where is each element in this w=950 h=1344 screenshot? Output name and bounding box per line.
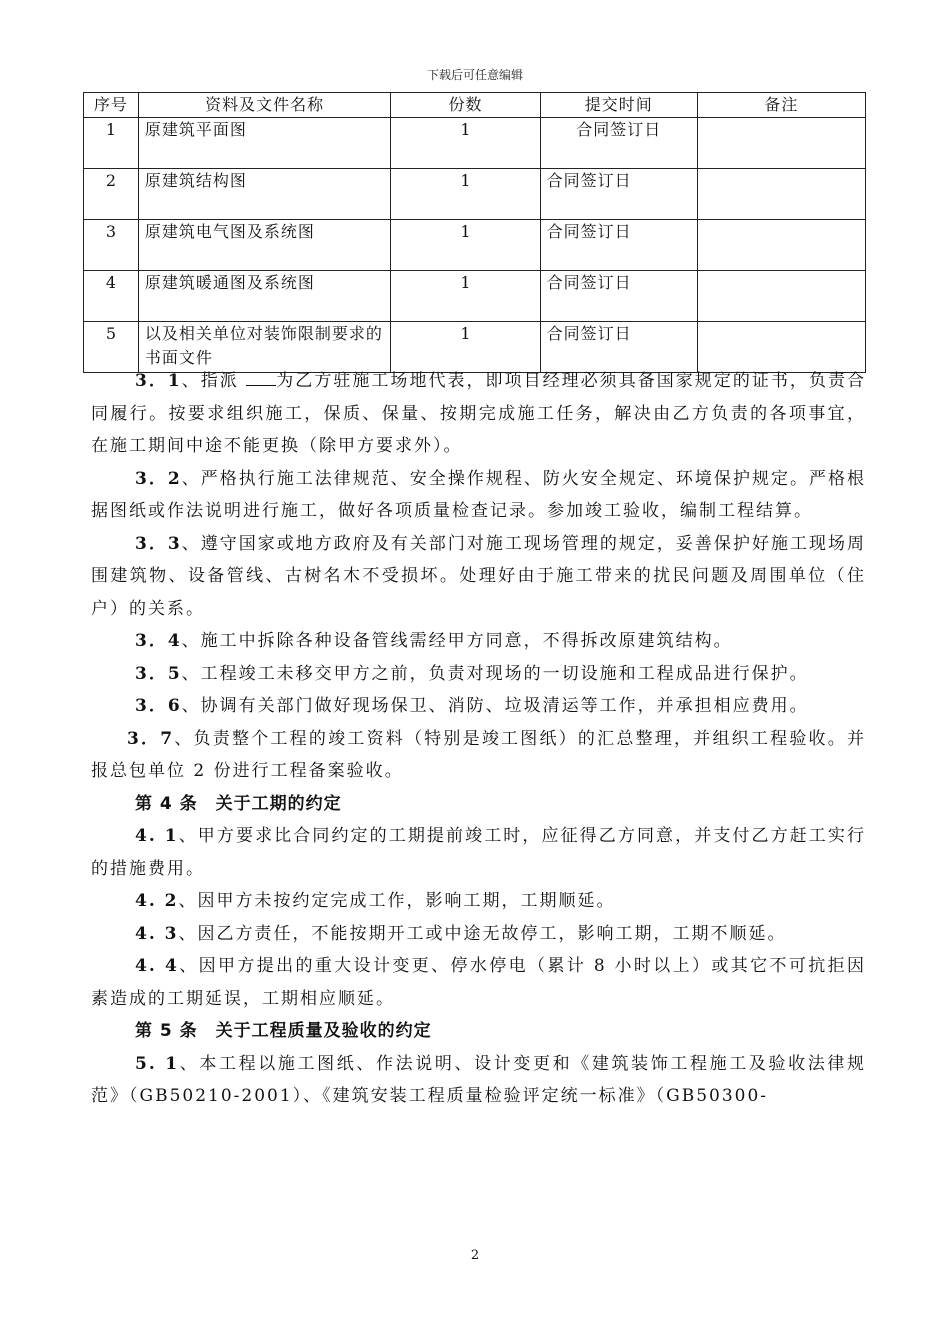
table-row — [84, 220, 866, 271]
clause-text: 、指派 — [181, 371, 247, 391]
paragraph-3-3 — [91, 528, 866, 626]
cell-name: 原建筑暖通图及系统图 — [138, 271, 391, 322]
paragraph-3-4 — [91, 625, 866, 658]
clause-number: 4. 4 — [135, 956, 179, 976]
cell-time: 合同签订日 — [540, 322, 697, 373]
clause-number: 3．3 — [135, 533, 182, 554]
clause-number: 3．2 — [135, 468, 182, 489]
cell-copies: 1 — [391, 220, 540, 271]
cell-name: 原建筑平面图 — [138, 118, 391, 169]
paragraph-3-2 — [91, 463, 866, 528]
column-header-no: 序号 — [84, 93, 139, 118]
cell-note — [697, 169, 865, 220]
cell-name: 原建筑电气图及系统图 — [138, 220, 391, 271]
clause-text: 、施工中拆除各种设备管线需经甲方同意，不得拆改原建筑结构。 — [181, 631, 733, 651]
cell-copies: 1 — [391, 322, 540, 373]
page-header: 下载后可任意编辑 — [426, 68, 523, 82]
clause-text: 、本工程以施工图纸、作法说明、设计变更和《建筑装饰工程施工及验收法律规范》（GB50210-2001）、《建筑安装工程质量检验评定统一标准》（GB50300- — [91, 1053, 866, 1106]
documents-table — [83, 92, 866, 373]
cell-time: 合同签订日 — [540, 169, 697, 220]
paragraph-4-3 — [91, 918, 866, 951]
clause-number: 4. 2 — [135, 891, 179, 911]
cell-no: 3 — [84, 220, 139, 271]
paragraph-3-6 — [91, 690, 866, 723]
clause-text: 、甲方要求比合同约定的工期提前竣工时，应征得乙方同意，并支付乙方赶工实行的措施费用。 — [91, 826, 866, 879]
cell-time: 合同签订日 — [540, 271, 697, 322]
paragraph-4-1 — [91, 820, 866, 885]
column-header-name: 资料及文件名称 — [138, 93, 391, 118]
cell-copies: 1 — [391, 169, 540, 220]
clause-number: 3．5 — [135, 663, 182, 684]
paragraph-5-1 — [91, 1048, 866, 1113]
paragraph-3-5 — [91, 658, 866, 691]
paragraph-3-7 — [91, 723, 866, 788]
paragraph-3-1 — [91, 365, 866, 463]
cell-no: 4 — [84, 271, 139, 322]
paragraph-4-2 — [91, 885, 866, 918]
clause-text: 为乙方驻施工场地代表，即项目经理必须具备国家规定的证书，负责合同履行。按要求组织施工，保质、保量、按期完成施工任务，解决由乙方负责的各项事宜，在施工期间中途不能更换（除甲方要求外）。 — [91, 371, 867, 456]
clause-text: 、负责整个工程的竣工资料（特别是竣工图纸）的汇总整理，并组织工程验收。并报总包单位 2 份进行工程备案验收。 — [91, 728, 866, 781]
clause-number: 3．4 — [135, 631, 182, 651]
clause-text: 、遵守国家或地方政府及有关部门对施工现场管理的规定，妥善保护好施工现场周围建筑物、设备管线、古树名木不受损坏。处理好由于施工带来的扰民问题及周围单位（住户）的关系。 — [91, 533, 866, 619]
section-heading-4: 第 4 条 关于工期的约定 — [135, 793, 342, 814]
table-row — [84, 169, 866, 220]
clause-number: 3．6 — [135, 696, 182, 716]
cell-no: 2 — [84, 169, 139, 220]
cell-note — [697, 271, 865, 322]
cell-time: 合同签订日 — [540, 118, 697, 169]
clause-text: 、因乙方责任，不能按期开工或中途无故停工，影响工期，工期不顺延。 — [178, 923, 787, 944]
paragraph-4-4 — [91, 950, 866, 1015]
cell-name: 以及相关单位对装饰限制要求的书面文件 — [138, 322, 391, 373]
cell-no: 1 — [84, 118, 139, 169]
clause-text: 、因甲方提出的重大设计变更、停水停电（累计 8 小时以上）或其它不可抗拒因素造成的工期延误，工期相应顺延。 — [91, 956, 866, 1009]
document-body — [91, 365, 866, 1113]
section-heading-5: 第 5 条 关于工程质量及验收的约定 — [135, 1021, 432, 1041]
cell-copies: 1 — [391, 271, 540, 322]
blank-line — [246, 367, 276, 386]
cell-note — [697, 118, 865, 169]
clause-text: 、协调有关部门做好现场保卫、消防、垃圾清运等工作，并承担相应费用。 — [181, 696, 809, 716]
cell-no: 5 — [84, 322, 139, 373]
clause-number: 4. 3 — [135, 923, 179, 944]
table-header-row — [84, 93, 866, 118]
cell-time: 合同签订日 — [540, 220, 697, 271]
page-number: 2 — [470, 1248, 480, 1263]
column-header-note: 备注 — [697, 93, 865, 118]
clause-text: 、因甲方未按约定完成工作，影响工期，工期顺延。 — [178, 891, 616, 911]
clause-number: 3．7 — [127, 728, 175, 749]
column-header-time: 提交时间 — [540, 93, 697, 118]
cell-copies: 1 — [391, 118, 540, 169]
clause-number: 5. 1 — [135, 1053, 180, 1074]
column-header-copies: 份数 — [391, 93, 540, 118]
clause-number: 4. 1 — [135, 826, 179, 846]
cell-name: 原建筑结构图 — [138, 169, 391, 220]
table-row — [84, 271, 866, 322]
clause-text: 、严格执行施工法律规范、安全操作规程、防火安全规定、环境保护规定。严格根据图纸或作法说明进行施工，做好各项质量检查记录。参加竣工验收，编制工程结算。 — [91, 468, 866, 521]
table-row — [84, 118, 866, 169]
cell-note — [697, 220, 865, 271]
clause-text: 、工程竣工未移交甲方之前，负责对现场的一切设施和工程成品进行保护。 — [181, 663, 809, 684]
clause-number: 3．1 — [135, 371, 182, 391]
